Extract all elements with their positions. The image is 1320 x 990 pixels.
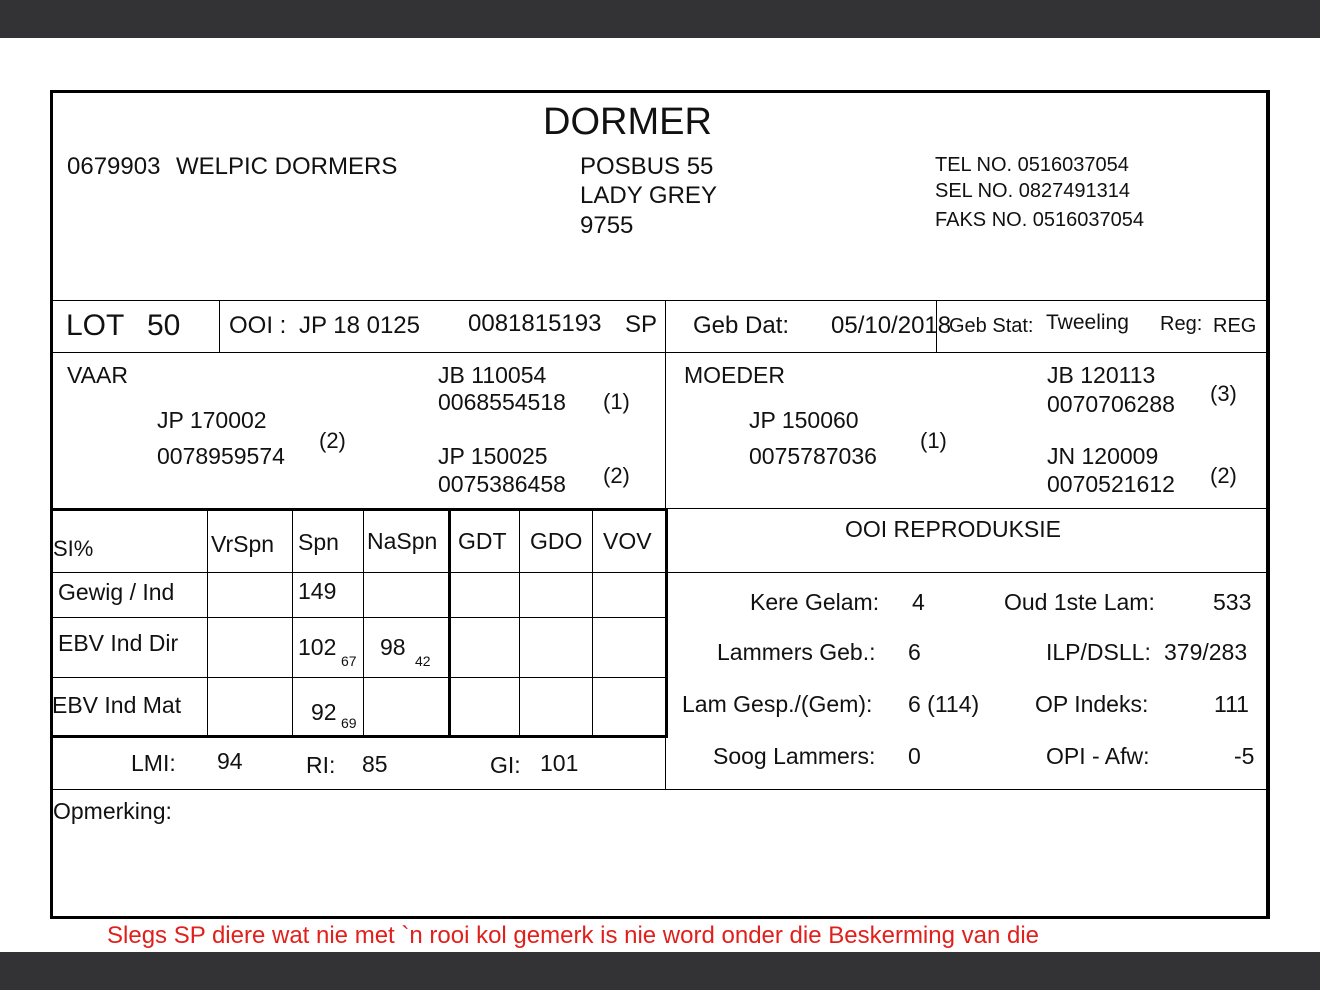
sire-dam-id: JP 150025 <box>438 443 548 469</box>
weight-spn-value: 149 <box>298 578 337 604</box>
ebv-dir-naspn-value: 98 <box>380 634 406 660</box>
col-line-spn <box>292 508 293 737</box>
ri-label: RI: <box>306 752 336 778</box>
breeder-name: WELPIC DORMERS <box>176 153 398 180</box>
repro-lambings-label: Kere Gelam: <box>750 589 880 615</box>
divider-pedigree-right <box>666 508 1266 509</box>
repro-ilp-label: ILP/DSLL: <box>1046 639 1151 665</box>
repro-lambings-value: 4 <box>912 589 925 615</box>
dam-sire-mark: (3) <box>1210 381 1237 406</box>
animal-id: JP 18 0125 <box>299 312 420 339</box>
sex-label: OOI : <box>229 312 287 339</box>
divider-row3 <box>53 735 666 738</box>
repro-ilp-value: 379/283 <box>1164 639 1248 665</box>
ebv-dir-spn-accuracy: 67 <box>341 653 357 669</box>
repro-lambs-born-label: Lammers Geb.: <box>717 639 876 665</box>
repro-weaned-value: 6 (114) <box>908 691 980 717</box>
divider-pedigree-left <box>53 508 666 511</box>
cell-number: SEL NO. 0827491314 <box>935 180 1130 202</box>
col-line-vrspn <box>207 508 208 737</box>
col-header-naspn: NaSpn <box>367 528 438 554</box>
divider-table-head <box>53 572 666 573</box>
col-header-vov: VOV <box>603 528 652 554</box>
dam-dam-number: 0070521612 <box>1047 471 1175 497</box>
address-line2: LADY GREY <box>580 182 717 209</box>
card-border-left <box>50 90 53 919</box>
animal-reg-number: 0081815193 <box>468 310 602 337</box>
sire-sire-number: 0068554518 <box>438 389 566 415</box>
animal-class: SP <box>625 311 658 338</box>
repro-weaned-label: Lam Gesp./(Gem): <box>682 691 873 717</box>
repro-first-lamb-age-label: Oud 1ste Lam: <box>1004 589 1155 615</box>
divider-header <box>53 300 1266 301</box>
ri-value: 85 <box>362 751 388 777</box>
address-line1: POSBUS 55 <box>580 153 714 180</box>
col-line-gdt <box>448 508 451 737</box>
tel-number: TEL NO. 0516037054 <box>935 154 1129 176</box>
dam-dam-id: JN 120009 <box>1047 443 1159 469</box>
repro-lambs-born-value: 6 <box>908 639 921 665</box>
birth-status: Tweeling <box>1046 311 1129 334</box>
bottom-frame-bar <box>0 952 1320 990</box>
sire-dam-mark: (2) <box>603 463 630 488</box>
dam-mark: (1) <box>920 428 947 453</box>
divider-table-right <box>665 508 668 738</box>
col-header-gdt: GDT <box>458 528 507 554</box>
repro-op-index-value: 111 <box>1214 691 1249 717</box>
ebv-dir-naspn-accuracy: 42 <box>415 653 431 669</box>
divider-row2 <box>53 677 666 678</box>
lot-number: 50 <box>147 309 181 342</box>
dam-sire-number: 0070706288 <box>1047 391 1175 417</box>
col-header-gdo: GDO <box>530 528 583 554</box>
divider-lot-v <box>219 300 220 352</box>
sire-label: VAAR <box>67 362 128 388</box>
sire-sire-mark: (1) <box>603 389 630 414</box>
footer-note: Slegs SP diere wat nie met `n rooi kol gemerk is nie word onder die Beskerming van die <box>107 922 1040 949</box>
col-header-vrspn: VrSpn <box>211 531 275 557</box>
ebv-dir-spn-value: 102 <box>298 634 337 660</box>
card-border-bottom <box>50 916 1270 919</box>
repro-opi-dev-value: -5 <box>1234 743 1255 769</box>
sire-sire-id: JB 110054 <box>438 362 547 388</box>
address-code: 9755 <box>580 212 634 239</box>
col-header-spn: Spn <box>298 529 339 555</box>
dam-label: MOEDER <box>684 362 785 388</box>
lmi-value: 94 <box>217 748 243 774</box>
ebv-mat-spn-value: 92 <box>311 699 337 725</box>
sire-mark: (2) <box>319 428 346 453</box>
col-line-naspn <box>363 508 364 737</box>
gi-value: 101 <box>540 750 579 776</box>
card-border-right <box>1266 90 1270 919</box>
divider-remarks <box>53 789 1266 790</box>
card-border-top <box>50 90 1270 93</box>
divider-lot <box>53 352 1266 353</box>
row-label-ebv-dir: EBV Ind Dir <box>58 630 179 656</box>
col-header-si: SI% <box>53 536 94 561</box>
fax-number: FAKS NO. 0516037054 <box>935 209 1145 231</box>
dam-dam-mark: (2) <box>1210 463 1237 488</box>
repro-suckling-label: Soog Lammers: <box>713 743 876 769</box>
sire-number: 0078959574 <box>157 443 285 469</box>
lot-label: LOT <box>66 309 125 342</box>
dam-sire-id: JB 120113 <box>1047 362 1156 388</box>
ebv-mat-spn-accuracy: 69 <box>341 715 357 731</box>
reg-value: REG <box>1213 315 1257 337</box>
repro-suckling-value: 0 <box>908 743 921 769</box>
row-label-weight: Gewig / Ind <box>58 579 175 605</box>
gi-label: GI: <box>490 752 521 778</box>
remarks-label: Opmerking: <box>53 798 172 824</box>
dam-id: JP 150060 <box>749 407 859 433</box>
repro-opi-dev-label: OPI - Afw: <box>1046 743 1150 769</box>
repro-title: OOI REPRODUKSIE <box>845 516 1061 542</box>
row-label-ebv-mat: EBV Ind Mat <box>52 692 182 718</box>
col-line-vov <box>592 508 593 737</box>
divider-row1 <box>53 617 666 618</box>
breeder-number: 0679903 <box>67 153 161 180</box>
divider-repro-head <box>666 572 1266 573</box>
birth-status-label: Geb Stat: <box>949 315 1034 337</box>
breed-title: DORMER <box>543 101 712 143</box>
top-frame-bar <box>0 0 1320 38</box>
repro-first-lamb-age-value: 533 <box>1213 589 1252 615</box>
sire-id: JP 170002 <box>157 407 267 433</box>
lmi-label: LMI: <box>131 750 176 776</box>
repro-op-index-label: OP Indeks: <box>1035 691 1149 717</box>
reg-label: Reg: <box>1160 313 1203 335</box>
birth-date: 05/10/2018 <box>831 312 952 339</box>
birth-date-label: Geb Dat: <box>693 312 790 339</box>
sire-dam-number: 0075386458 <box>438 471 566 497</box>
dam-number: 0075787036 <box>749 443 877 469</box>
col-line-gdo <box>519 508 520 737</box>
